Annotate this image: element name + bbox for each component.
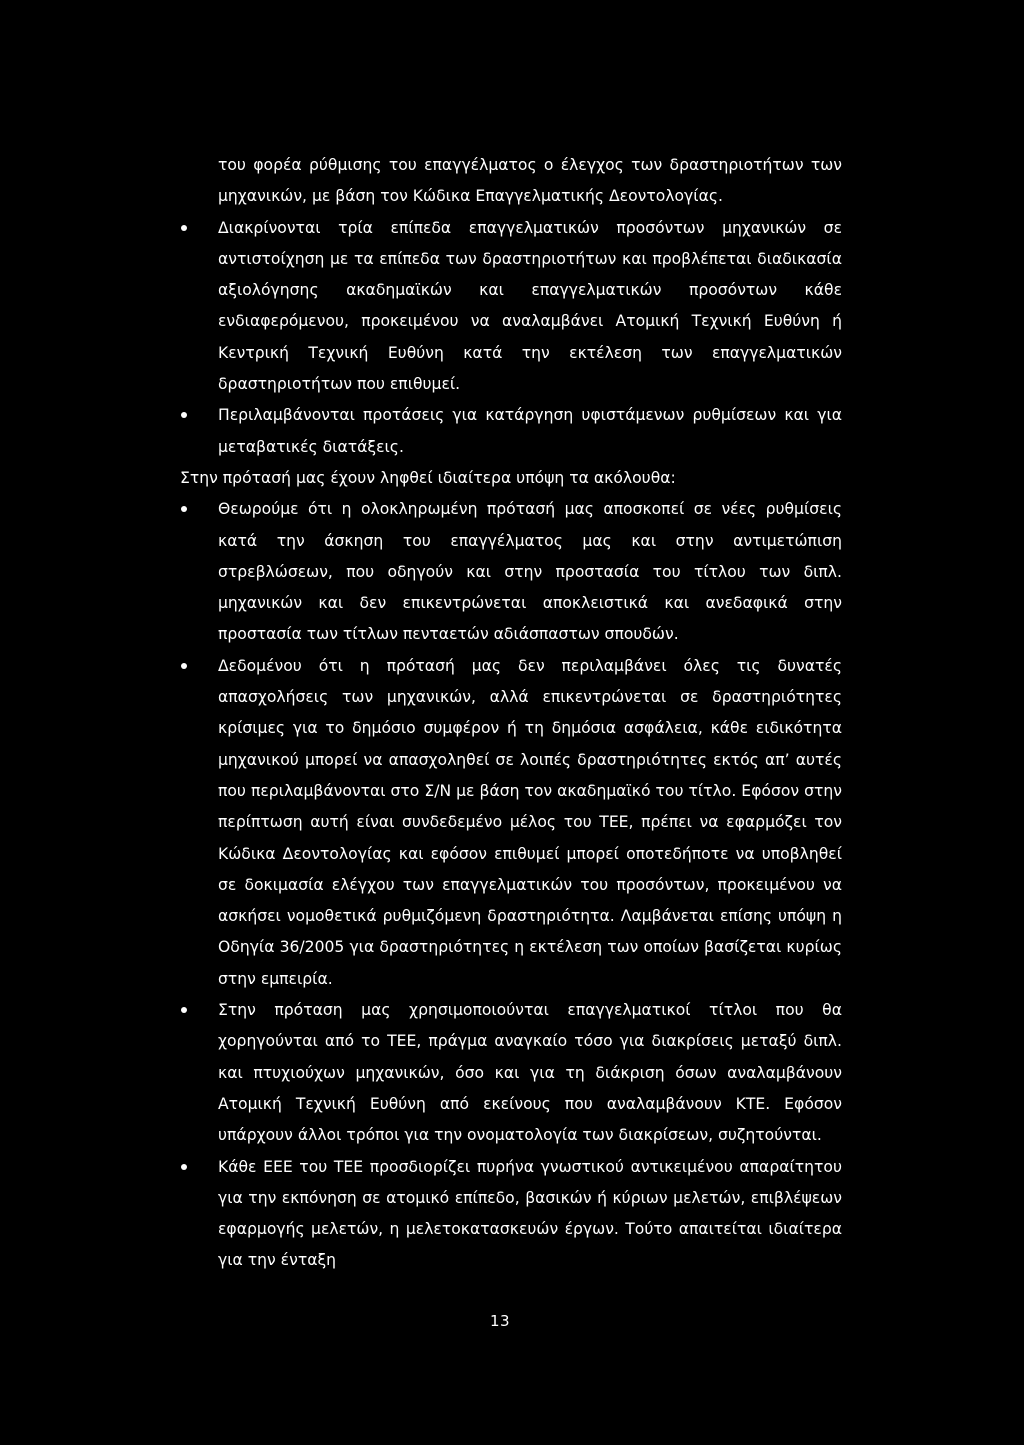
bullet-item — [180, 995, 842, 1151]
bullet-item — [180, 651, 842, 995]
continuation-paragraph: του φορέα ρύθμισης του επαγγέλματος ο έλεγχος των δραστηριοτήτων των μηχανικών, με βάση τον Κώδικα Επαγγελματικής Δεοντολογίας. — [218, 156, 842, 206]
bullet-text: Κάθε ΕΕΕ του ΤΕΕ προσδιορίζει πυρήνα γνωστικού αντικειμένου απαραίτητου για την εκπόνηση σε ατομικό επίπεδο, βασικών ή κύριων μελετών, επιβλέψεων εφαρμογής μελετών, η μελετοκατασκευών έργων. Τούτο απαιτείται ιδιαίτερα για την ένταξη — [218, 1157, 842, 1270]
intro-paragraph: Στην πρότασή μας έχουν ληφθεί ιδιαίτερα υπόψη τα ακόλουθα: — [180, 468, 676, 487]
bullet-text: Περιλαμβάνονται προτάσεις για κατάργηση υφιστάμενων ρυθμίσεων και για μεταβατικές διατάξεις. — [218, 406, 842, 456]
bullet-item — [180, 400, 842, 463]
bullet-icon — [181, 506, 187, 512]
bullet-item — [180, 494, 842, 650]
bullet-icon — [181, 663, 187, 669]
bullet-text: Στην πρόταση μας χρησιμοποιούνται επαγγελματικοί τίτλοι που θα χορηγούνται από το ΤΕΕ, πράγμα αναγκαίο τόσο για διακρίσεις μεταξύ διπλ. και πτυχιούχων μηχανικών, όσο και για τη διάκριση όσων αναλαμβάνουν Ατομική Τεχνική Ευθύνη από εκείνους που αναλαμβάνουν ΚΤΕ. Εφόσον υπάρχουν άλλοι τρόποι για την ονοματολογία των διακρίσεων, συζητούνται. — [218, 1001, 842, 1145]
bullet-text: Δεδομένου ότι η πρότασή μας δεν περιλαμβάνει όλες τις δυνατές απασχολήσεις των μηχανικών, αλλά επικεντρώνεται σε δραστηριότητες κρίσιμες για το δημόσιο συμφέρον ή τη δημόσια ασφάλεια, κάθε ειδικότητα μηχανικού μπορεί να απασχοληθεί σε λοιπές δραστηριότητες εκτός απ’ αυτές που περιλαμβάνονται στο Σ/Ν με βάση τον ακαδημαϊκό του τίτλο. Εφόσον στην περίπτωση αυτή είναι συνδεδεμένο μέλος του ΤΕΕ, πρέπει να εφαρμόζει τον Κώδικα Δεοντολογίας και εφόσον επιθυμεί μπορεί οποτεδήποτε να υποβληθεί σε δοκιμασία ελέγχου των επαγγελματικών του προσόντων, προκειμένου να ασκήσει νομοθετικά ρυθμιζόμενη δραστηριότητα. Λαμβάνεται επίσης υπόψη η Οδηγία 36/2005 για δραστηριότητες η εκτέλεση των οποίων βασίζεται κυρίως στην εμπειρία. — [218, 656, 842, 988]
document-body — [180, 150, 842, 1277]
bullet-text: Διακρίνονται τρία επίπεδα επαγγελματικών προσόντων μηχανικών σε αντιστοίχηση με τα επίπεδα των δραστηριοτήτων και προβλέπεται διαδικασία αξιολόγησης ακαδημαϊκών και επαγγελματικών προσόντων κάθε ενδιαφερόμενου, προκειμένου να αναλαμβάνει Ατομική Τεχνική Ευθύνη ή Κεντρική Τεχνική Ευθύνη κατά την εκτέλεση των επαγγελματικών δραστηριοτήτων που επιθυμεί. — [218, 218, 842, 394]
bullet-icon — [181, 1164, 187, 1170]
bullet-icon — [181, 225, 187, 231]
bullet-text: Θεωρούμε ότι η ολοκληρωμένη πρότασή μας αποσκοπεί σε νέες ρυθμίσεις κατά την άσκηση του επαγγέλματος μας και στην αντιμετώπιση στρεβλώσεων, που οδηγούν και στην προστασία του τίτλου των διπλ. μηχανικών και δεν επικεντρώνεται αποκλειστικά και ανεδαφικά στην προστασία των τίτλων πενταετών αδιάσπαστων σπουδών. — [218, 500, 842, 644]
bullet-item — [180, 1152, 842, 1277]
bullet-icon — [181, 412, 187, 418]
bullet-icon — [181, 1007, 187, 1013]
page-number: 13 — [489, 1312, 511, 1330]
bullet-item — [180, 213, 842, 401]
